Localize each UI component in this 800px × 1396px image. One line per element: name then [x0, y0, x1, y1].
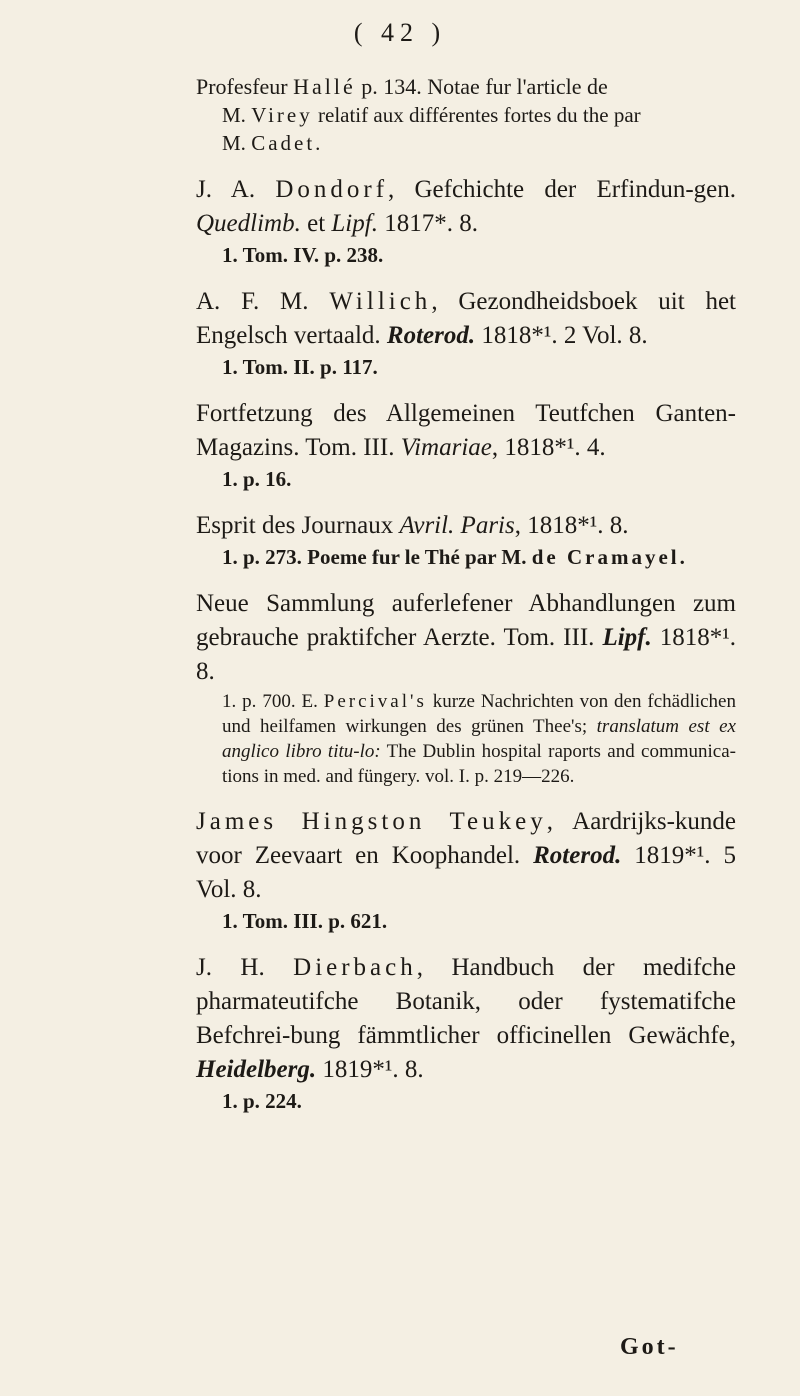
entry-halle [196, 72, 736, 157]
author-name: Percival's [323, 691, 427, 712]
entry-text [196, 72, 736, 101]
entry-reference: 1. p. 16. [222, 467, 292, 491]
entry-heading [196, 951, 736, 1087]
entry-heading [196, 805, 736, 907]
text: M. [222, 131, 252, 155]
place: Vimariae [400, 434, 492, 461]
entry-reference: 1. p. 224. [222, 1089, 302, 1113]
author-name: Hallé [293, 74, 356, 99]
entry-reference: 1. Tom. IV. p. 238. [222, 243, 384, 267]
place: Lipf. [331, 210, 378, 237]
entry-reference: 1. Tom. II. p. 117. [222, 355, 378, 379]
entry-dierbach [196, 951, 736, 1115]
entry-heading [196, 509, 736, 543]
text: The Dublin hospital raports and communica-tions in med. and füngery. vol. I. p. 219—226. [222, 741, 736, 787]
text: Esprit des Journaux [196, 512, 400, 539]
text: , Gefchichte der Erfindun-gen. [388, 176, 736, 203]
text: 1. p. 700. E. [222, 691, 324, 712]
entry-heading [196, 285, 736, 353]
text: kurze Nachrichten von den fchädlichen und heilfamen wirkungen des grünen Thee's; [222, 691, 736, 737]
text: , Aardrijks-kunde voor Zeevaart en Koophandel. [196, 808, 736, 869]
text: , 1818*¹. 8. [514, 512, 629, 539]
place: Roterod. [386, 322, 476, 349]
entry-reference: 1. Tom. III. p. 621. [222, 909, 388, 933]
place: Lipf. [602, 624, 652, 651]
author-name: de Cramayel [531, 545, 680, 569]
page-number: ( 42 ) [353, 18, 447, 47]
text: 1818*¹. 2 Vol. 8. [475, 322, 648, 349]
text: Neue Sammlung auferlefener Abhandlungen zum gebrauche praktifcher Aerzte. Tom. III. [196, 590, 736, 651]
text: , Handbuch der medifche pharmateutifche Botanik, oder fystematifche Befchrei-bung fämmtlicher officinellen Gewächfe, [196, 954, 736, 1049]
entry-reference [222, 543, 736, 571]
text: relatif aux différentes fortes du the par [312, 103, 641, 127]
text: Fortfetzung des Allgemeinen Teutfchen Ganten-Magazins. Tom. III. [196, 400, 736, 461]
text: M. [222, 103, 252, 127]
latin-note: translatum est ex anglico libro titu-lo: [222, 716, 736, 762]
place: Quedlimb. [196, 210, 301, 237]
entry-fortfetzung [196, 397, 736, 493]
place: Avril. Paris [399, 512, 515, 539]
author-name: James Hingston Teukey [196, 808, 547, 835]
entry-reference [222, 689, 736, 789]
entry-heading [196, 397, 736, 465]
text: A. F. M. [196, 288, 330, 315]
entry-teukey [196, 805, 736, 935]
text: 1817*. 8. [377, 210, 478, 237]
text: , 1818*¹. 4. [491, 434, 606, 461]
author-name: Virey [251, 103, 313, 127]
text: , Gezondheidsboek uit het Engelsch vertaald. [196, 288, 736, 349]
entry-heading [196, 587, 736, 689]
place: Heidelberg. [196, 1056, 317, 1083]
place: Roterod. [533, 842, 622, 869]
author-name: Dondorf [275, 176, 389, 203]
author-name: Cadet [251, 131, 316, 155]
text: et [300, 210, 332, 237]
text: . [315, 131, 321, 155]
text: 1. p. 273. Poeme fur le Thé par M. [222, 545, 532, 569]
author-name: Willich [329, 288, 432, 315]
entry-willich [196, 285, 736, 381]
bibliography-list [196, 72, 736, 1131]
text: Profesfeur [196, 74, 294, 99]
catchword: Got- [620, 1334, 679, 1360]
text: J. A. [196, 176, 276, 203]
text: 1818*¹. 8. [196, 624, 736, 685]
text: 1819*¹. 8. [316, 1056, 424, 1083]
author-name: Dierbach [293, 954, 417, 981]
text: J. H. [196, 954, 294, 981]
entry-heading [196, 173, 736, 241]
entry-dondorf [196, 173, 736, 269]
entry-esprit [196, 509, 736, 571]
entry-neue-sammlung [196, 587, 736, 789]
entry-text [222, 101, 736, 157]
text: p. 134. Notae fur l'article de [355, 74, 608, 99]
text: . [679, 545, 685, 569]
text: 1819*¹. 5 Vol. 8. [196, 842, 736, 903]
